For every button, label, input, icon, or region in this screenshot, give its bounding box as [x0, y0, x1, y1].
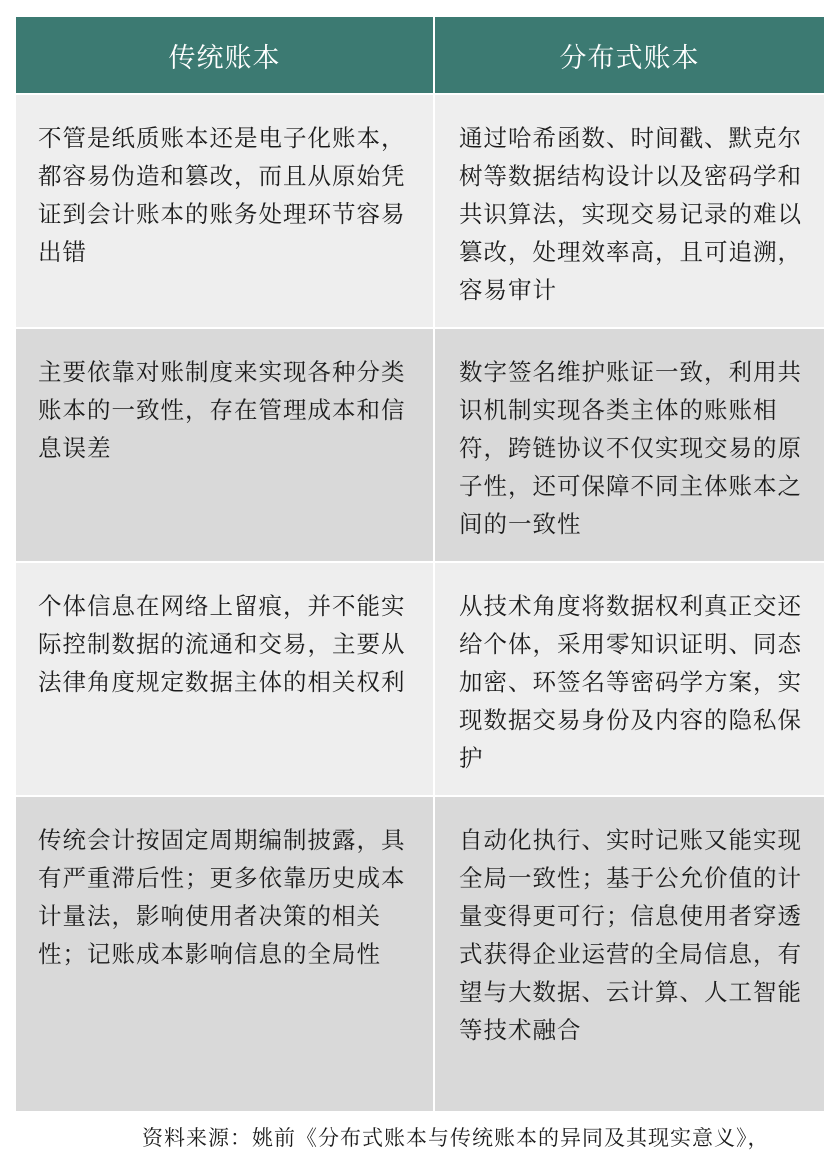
row-1-distributed: 通过哈希函数、时间戳、默克尔树等数据结构设计以及密码学和共识算法，实现交易记录的难以篡改，处理效率高，且可追溯，容易审计 — [433, 93, 824, 327]
row-1-traditional: 不管是纸质账本还是电子化账本，都容易伪造和篡改，而且从原始凭证到会计账本的账务处理环节容易出错 — [16, 93, 433, 327]
header-traditional-ledger: 传统账本 — [16, 17, 433, 93]
row-4-traditional: 传统会计按固定周期编制披露，具有严重滞后性；更多依靠历史成本计量法，影响使用者决策的相关性；记账成本影响信息的全局性 — [16, 795, 433, 1111]
source-note: 资料来源：姚前《分布式账本与传统账本的异同及其现实意义》， — [142, 1126, 770, 1150]
row-2-traditional: 主要依靠对账制度来实现各种分类账本的一致性，存在管理成本和信息误差 — [16, 327, 433, 561]
row-4-distributed: 自动化执行、实时记账又能实现全局一致性；基于公允价值的计量变得更可行；信息使用者穿透式获得企业运营的全局信息，有望与大数据、云计算、人工智能等技术融合 — [433, 795, 824, 1111]
header-distributed-ledger: 分布式账本 — [433, 17, 824, 93]
row-3-traditional: 个体信息在网络上留痕，并不能实际控制数据的流通和交易，主要从法律角度规定数据主体的相关权利 — [16, 561, 433, 795]
row-2-distributed: 数字签名维护账证一致，利用共识机制实现各类主体的账账相符，跨链协议不仅实现交易的原子性，还可保障不同主体账本之间的一致性 — [433, 327, 824, 561]
row-3-distributed: 从技术角度将数据权利真正交还给个体，采用零知识证明、同态加密、环签名等密码学方案，实现数据交易身份及内容的隐私保护 — [433, 561, 824, 795]
comparison-table — [16, 17, 824, 1111]
